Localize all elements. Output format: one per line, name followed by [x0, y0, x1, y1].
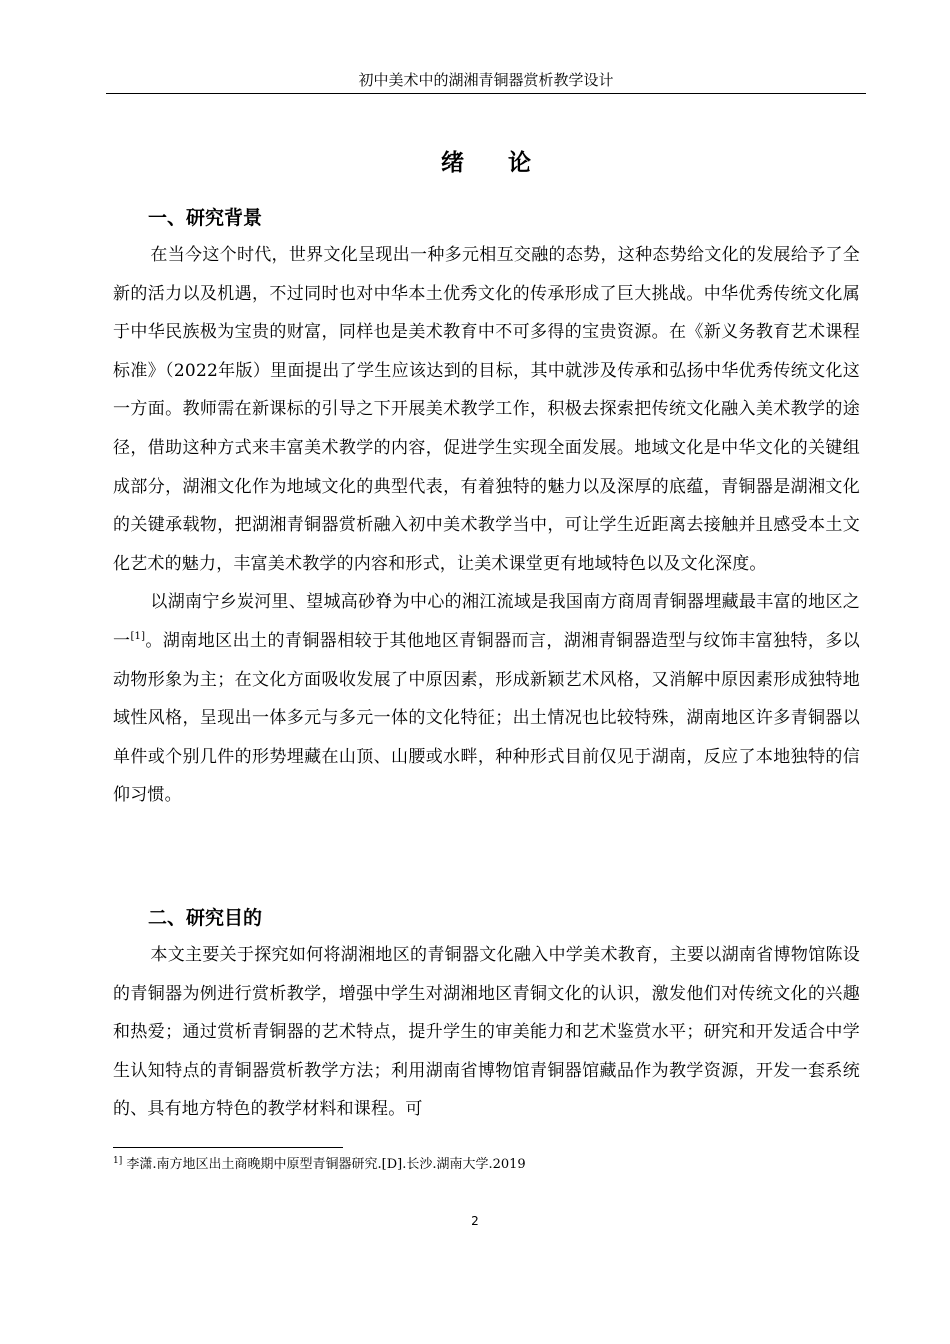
citation-marker[interactable]: [1]: [130, 630, 146, 642]
footnote-marker: 1]: [113, 1156, 123, 1166]
paragraph-text: 。湖南地区出土的青铜器相较于其他地区青铜器而言，湖湘青铜器造型与纹饰丰富独特，多以动物形象为主；在文化方面吸收发展了中原因素，形成新颖艺术风格，又消解中原因素形成独特地域性风格，呈现出一体多元与多元一体的文化特征；出土情况也比较特殊，湖南地区许多青铜器以单件或个别几件的形势埋藏在山顶、山腰或水畔，种种形式目前仅见于湖南，反应了本地独特的信仰习惯。: [113, 630, 860, 806]
header-rule: [106, 93, 866, 94]
chapter-title-char-1: 绪: [441, 150, 464, 176]
page-number: 2: [471, 1214, 479, 1228]
chapter-title-char-2: 论: [508, 150, 531, 176]
footnote: [113, 1156, 860, 1174]
section-body-background: [113, 236, 860, 815]
footnote-rule: [113, 1147, 343, 1148]
section-body-purpose: [113, 936, 860, 1129]
paragraph: 在当今这个时代，世界文化呈现出一种多元相互交融的态势，这种态势给文化的发展给予了全新的活力以及机遇，不过同时也对中华本土优秀文化的传承形成了巨大挑战。中华优秀传统文化属于中华民族极为宝贵的财富，同样也是美术教育中不可多得的宝贵资源。在《新义务教育艺术课程标准》（2022年版）里面提出了学生应该达到的目标，其中就涉及传承和弘扬中华优秀传统文化这一方面。教师需在新课标的引导之下开展美术教学工作，积极去探索把传统文化融入美术教学的途径，借助这种方式来丰富美术教学的内容，促进学生实现全面发展。地域文化是中华文化的关键组成部分，湖湘文化作为地域文化的典型代表，有着独特的魅力以及深厚的底蕴，青铜器是湖湘文化的关键承载物，把湖湘青铜器赏析融入初中美术教学当中，可让学生近距离去接触并且感受本土文化艺术的魅力，丰富美术教学的内容和形式，让美术课堂更有地域特色以及文化深度。: [113, 245, 860, 574]
section-heading-background: 一、研究背景: [148, 207, 263, 229]
paragraph: 本文主要关于探究如何将湖湘地区的青铜器文化融入中学美术教育，主要以湖南省博物馆陈设的青铜器为例进行赏析教学，增强中学生对湖湘地区青铜文化的认识，激发他们对传统文化的兴趣和热爱；通过赏析青铜器的艺术特点，提升学生的审美能力和艺术鉴赏水平；研究和开发适合中学生认知特点的青铜器赏析教学方法；利用湖南省博物馆青铜器馆藏品作为教学资源，开发一套系统的、具有地方特色的教学材料和课程。可: [113, 945, 860, 1120]
chapter-title: [106, 146, 866, 180]
paragraph-text: 以湖南宁乡炭河里、望城高砂脊为中心的湘江流域是我国南方商周青铜器埋藏最丰富的地区之一: [113, 592, 860, 651]
running-header: 初中美术中的湖湘青铜器赏析教学设计: [358, 71, 614, 89]
paragraph-with-citation: [113, 583, 860, 815]
footnote-text: 李潇.南方地区出土商晚期中原型青铜器研究.[D].长沙.湖南大学.2019: [122, 1157, 526, 1172]
section-heading-purpose: 二、研究目的: [148, 907, 263, 929]
